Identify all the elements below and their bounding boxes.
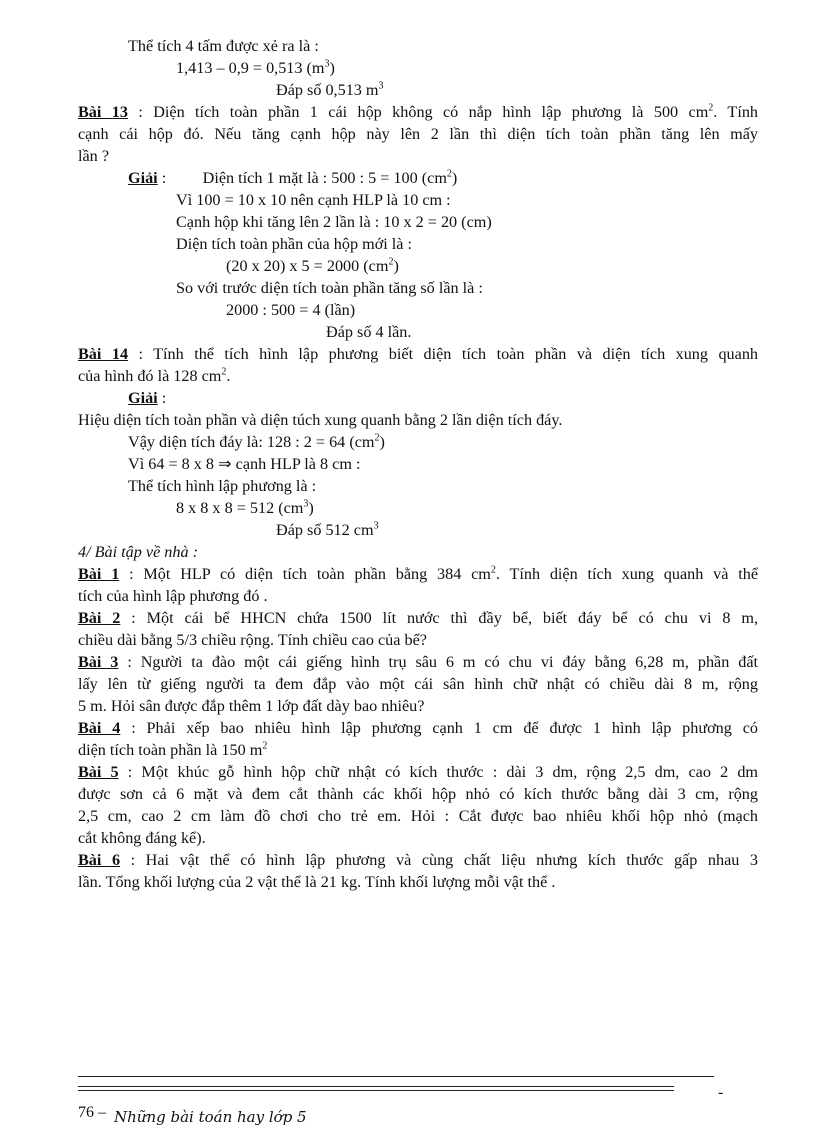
text-line: của hình đó là 128 $cm^2$. — [78, 366, 231, 385]
answer-line: Đáp số 512 $cm^3$ — [276, 520, 379, 539]
text-line: cạnh cái hộp đó. Nếu tăng cạnh hộp này lên 2 lần thì diện tích toàn phần tăng lên mấy — [78, 125, 758, 143]
homework-5: Bài 5 : Một khúc gỗ hình hộp chữ nhật có kích thước : dài 3 dm, rộng 2,5 dm, cao 2 dm — [78, 763, 759, 781]
footer-rule — [78, 1076, 714, 1077]
problem-14: Bài 14 : Tính thể tích hình lập phương biết diện tích toàn phần và diện tích xung quanh — [78, 345, 759, 363]
footer-double-rule — [78, 1086, 674, 1091]
text-line: (20 x 20) x 5 = 2000 $(cm^2)$ — [226, 256, 399, 275]
text-line: chiều dài bằng 5/3 chiều rộng. Tính chiều cao của bể? — [78, 631, 427, 649]
homework-heading: 4/ Bài tập về nhà : — [78, 543, 199, 561]
homework-3: Bài 3 : Người ta đào một cái giếng hình trụ sâu 6 m có chu vi đáy bằng 6,28 m, phần đất — [78, 653, 759, 671]
text-line: So với trước diện tích toàn phần tăng số lần là : — [176, 279, 483, 297]
homework-1: Bài 1 : Một HLP có diện tích toàn phần bằng 384 $cm^2$. Tính diện tích xung quanh và thể — [78, 564, 759, 583]
answer-line: Đáp số 4 lần. — [326, 323, 412, 341]
problem-13: Bài 13 : Diện tích toàn phần 1 cái hộp không có nắp hình lập phương là 500 $cm^2$. Tính — [78, 102, 759, 121]
footer-dash: - — [718, 1084, 724, 1101]
solution-14: Giải : — [128, 389, 167, 407]
text-line: Diện tích toàn phần của hộp mới là : — [176, 235, 413, 253]
text-line: 1,413 – 0,9 = 0,513 $(m^3)$ — [176, 58, 335, 77]
book-title: Những bài toán hay lớp 5 — [114, 1108, 307, 1126]
solution-13: Giải : Diện tích 1 mặt là : 500 : 5 = 100 $(cm^2)$ — [128, 168, 458, 187]
answer-line: Đáp số 0,513 $m^3$ — [276, 80, 384, 99]
text-line: Thể tích hình lập phương là : — [128, 477, 317, 495]
text-line: Hiệu diện tích toàn phần và diện túch xung quanh bằng 2 lần diện tích đáy. — [78, 411, 563, 429]
text-line: diện tích toàn phần là 150 $m^2$ — [78, 740, 268, 759]
text-line: cắt không đáng kể). — [78, 829, 206, 847]
text-line: Cạnh hộp khi tăng lên 2 lần là : 10 x 2 = 20 (cm) — [176, 213, 492, 231]
text-line: được sơn cả 6 mặt và đem cắt thành các khối hộp nhỏ có kích thước bằng dài 3 cm, rộng — [78, 785, 758, 803]
text-line: Vì 64 = 8 x 8 ⇒ cạnh HLP là 8 cm : — [128, 455, 361, 473]
text-line: 5 m. Hỏi sân được đắp thêm 1 lớp đất dày bao nhiêu? — [78, 697, 425, 715]
text-line: 2,5 cm, cao 2 cm làm đồ chơi cho trẻ em. Hỏi : Cắt được bao nhiêu khối hộp nhỏ (mạch — [78, 807, 758, 825]
text-line: Vì 100 = 10 x 10 nên cạnh HLP là 10 cm : — [176, 191, 451, 209]
text-line: Vậy diện tích đáy là: 128 : 2 = 64 $(cm^2)$ — [128, 432, 385, 451]
text-line: Thể tích 4 tấm được xẻ ra là : — [128, 37, 319, 55]
text-line: 2000 : 500 = 4 (lần) — [226, 301, 356, 319]
homework-6: Bài 6 : Hai vật thể có hình lập phương và cùng chất liệu nhưng kích thước gấp nhau 3 — [78, 851, 758, 869]
text-line: lần. Tổng khối lượng của 2 vật thể là 21 kg. Tính khối lượng mỗi vật thể . — [78, 873, 556, 891]
homework-4: Bài 4 : Phải xếp bao nhiêu hình lập phương cạnh 1 cm để được 1 hình lập phương có — [78, 719, 758, 737]
page-number: 76 – — [78, 1104, 106, 1121]
text-line: lấy lên từ giếng người ta đem đắp vào một cái sân hình chữ nhật có chiều dài 8 m, rộng — [78, 675, 758, 693]
text-line: 8 x 8 x 8 = 512 $(cm^3)$ — [176, 498, 314, 517]
text-line: tích của hình lập phương đó . — [78, 587, 268, 605]
text-line: lần ? — [78, 147, 110, 165]
homework-2: Bài 2 : Một cái bể HHCN chứa 1500 lít nước thì đầy bể, biết đáy bể có chu vi 8 m, — [78, 609, 758, 627]
